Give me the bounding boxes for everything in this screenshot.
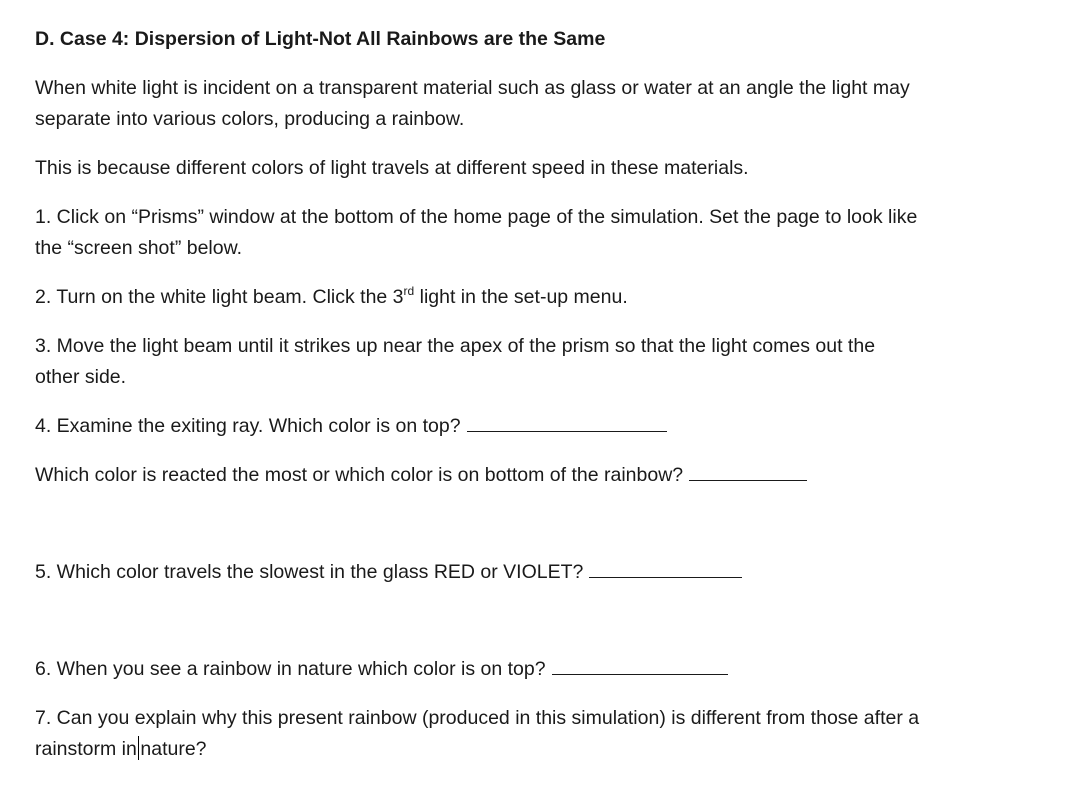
step-3-line-2: other side. bbox=[35, 366, 127, 388]
question-6 bbox=[35, 654, 728, 685]
question-7-text-start: rainstorm in bbox=[35, 738, 137, 760]
step-3-line-1: 3. Move the light beam until it strikes up near the apex of the prism so that the light comes out the bbox=[35, 335, 876, 357]
answer-blank-4b[interactable] bbox=[689, 462, 807, 481]
question-4b bbox=[35, 460, 807, 491]
question-7-line-2[interactable] bbox=[35, 734, 207, 765]
answer-blank-4[interactable] bbox=[467, 413, 667, 432]
question-4b-text: Which color is reacted the most or which color is on bottom of the rainbow? bbox=[35, 464, 684, 486]
intro-line-2: separate into various colors, producing a rainbow. bbox=[35, 108, 465, 130]
answer-blank-6[interactable] bbox=[552, 656, 728, 675]
step-2 bbox=[35, 282, 628, 313]
question-5-text: 5. Which color travels the slowest in the glass RED or VIOLET? bbox=[35, 561, 584, 583]
section-heading: D. Case 4: Dispersion of Light-Not All Rainbows are the Same bbox=[35, 28, 606, 50]
question-4-text: 4. Examine the exiting ray. Which color is on top? bbox=[35, 415, 461, 437]
step-2-superscript: rd bbox=[403, 284, 415, 298]
question-5 bbox=[35, 557, 742, 588]
step-2-text: 2. Turn on the white light beam. Click the 3 bbox=[35, 286, 404, 308]
reason-paragraph: This is because different colors of light travels at different speed in these materials. bbox=[35, 157, 749, 179]
answer-blank-5[interactable] bbox=[589, 559, 742, 578]
step-1-line-1: 1. Click on “Prisms” window at the bottom of the home page of the simulation. Set the page to look like bbox=[35, 206, 918, 228]
intro-line-1: When white light is incident on a transparent material such as glass or water at an angle the light may bbox=[35, 77, 910, 99]
question-6-text: 6. When you see a rainbow in nature which color is on top? bbox=[35, 658, 546, 680]
question-4 bbox=[35, 411, 667, 442]
step-2-text-end: light in the set-up menu. bbox=[414, 286, 628, 308]
step-1-line-2: the “screen shot” below. bbox=[35, 237, 243, 259]
question-7-line-1: 7. Can you explain why this present rainbow (produced in this simulation) is different from those after a bbox=[35, 707, 920, 729]
question-7-text-end: nature? bbox=[140, 738, 207, 760]
